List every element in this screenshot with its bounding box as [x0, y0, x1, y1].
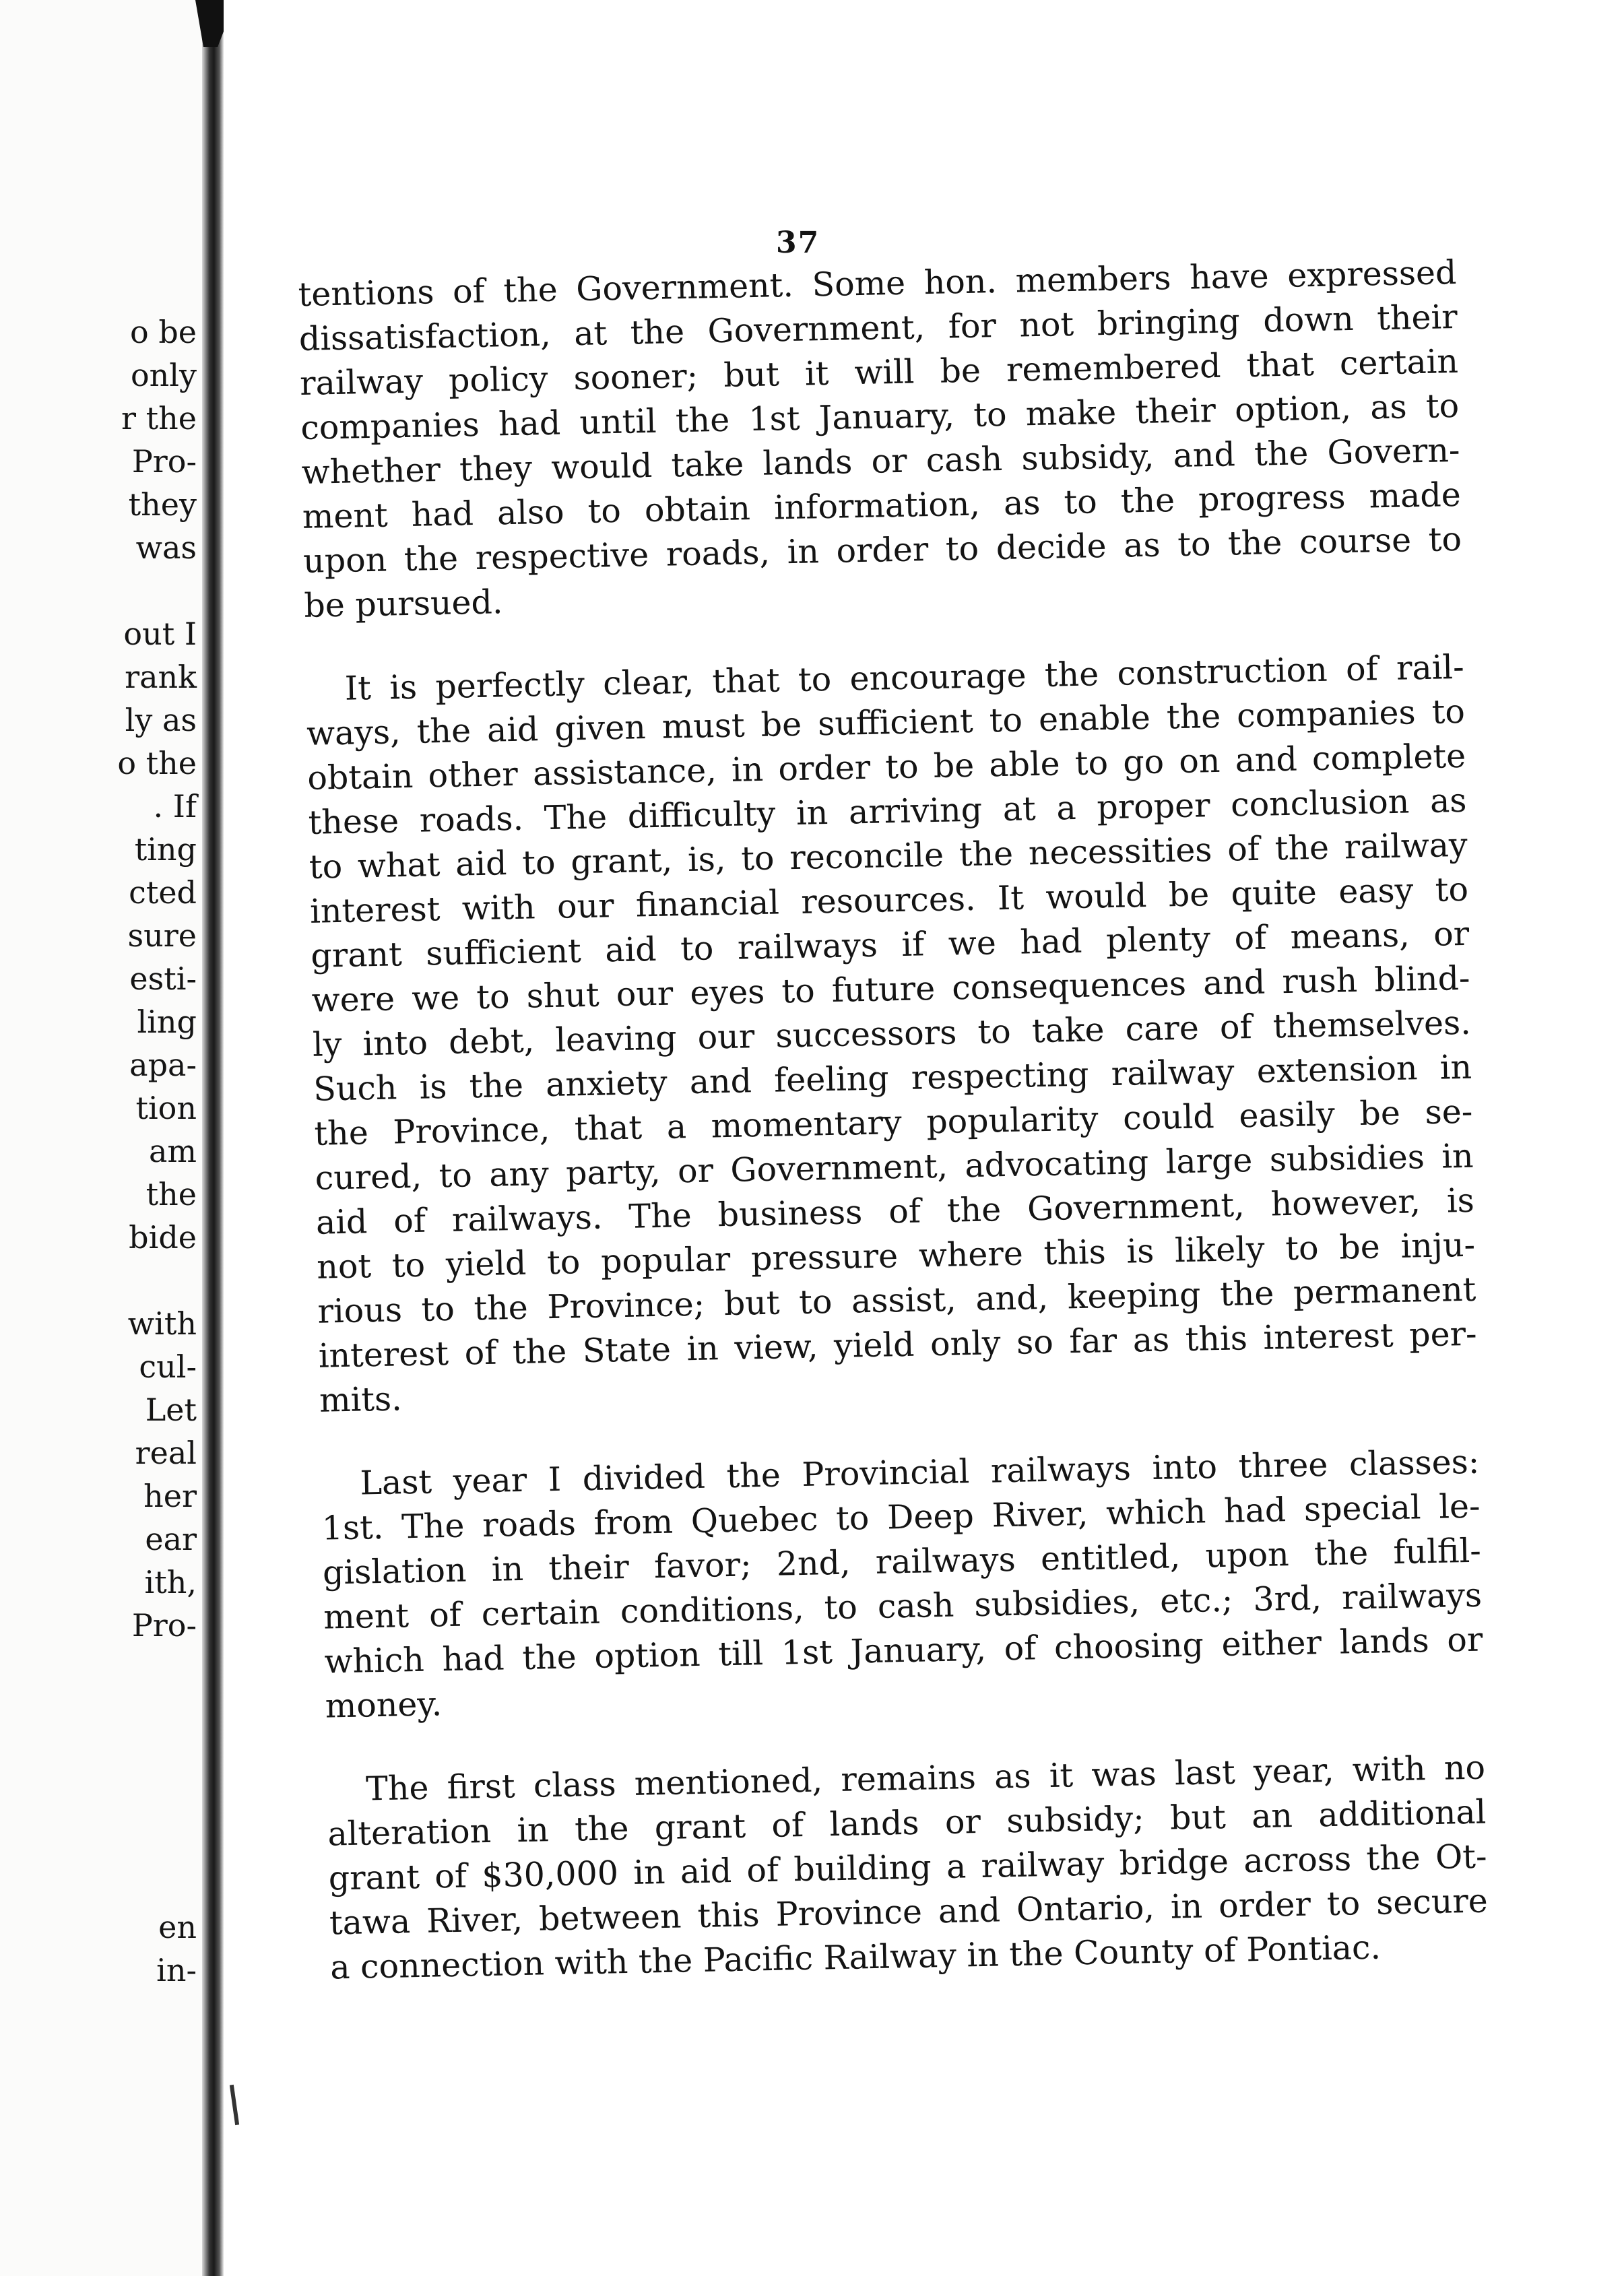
left-page-fragment: o be	[130, 314, 197, 350]
text-line: money.	[325, 1685, 443, 1726]
page-body	[298, 251, 1490, 2029]
paragraph	[327, 1746, 1489, 1990]
left-page-fragment: cted	[129, 874, 197, 911]
left-page-fragment: ly as	[125, 702, 197, 738]
text-line: rious to the Province; but to assist, and, keeping the permanent	[317, 1270, 1476, 1331]
text-line: grant of $30,000 in aid of building a railway bridge across the Ot-	[328, 1837, 1488, 1898]
left-page-fragment: apa-	[129, 1047, 197, 1083]
paragraph	[298, 251, 1463, 628]
left-page-fragment: esti-	[129, 961, 197, 997]
left-page-fragment: real	[135, 1435, 197, 1471]
text-line: be pursued.	[303, 583, 503, 625]
left-page-fragment: was	[135, 529, 197, 566]
text-line: a connection with the Pacific Railway in the County of Pontiac.	[329, 1928, 1382, 1987]
left-page-fragment: out I	[123, 616, 197, 652]
left-page-fragment: Pro-	[131, 443, 197, 480]
left-page-fragment: o the	[117, 745, 197, 781]
left-page-fragment: . If	[153, 788, 197, 824]
text-line: upon the respective roads, in order to decide as to the course to	[302, 519, 1462, 581]
document-page	[224, 0, 1624, 2276]
text-line: whether they would take lands or cash subsidy, and the Govern-	[301, 430, 1460, 492]
left-page-fragment: bide	[129, 1219, 197, 1256]
left-page-fragment: sure	[127, 917, 197, 954]
left-page-fragment: they	[128, 486, 197, 523]
text-line: interest of the State in view, yield only so far as this interest per-	[318, 1314, 1478, 1375]
previous-page-edge	[0, 0, 209, 2276]
left-page-fragment: rank	[125, 659, 197, 695]
text-line: 1st. The roads from Quebec to Deep River, which had special le-	[321, 1487, 1481, 1548]
text-line: the Province, that a momentary popularity could easily be se-	[313, 1092, 1473, 1153]
left-page-fragment: ear	[145, 1521, 197, 1557]
text-line: dissatisfaction, at the Government, for not bringing down their	[298, 297, 1458, 358]
text-line: to what aid to grant, is, to reconcile the necessities of the railway	[308, 825, 1468, 886]
text-line: these roads. The difficulty in arriving at a proper conclusion as	[308, 781, 1467, 842]
left-page-fragment: in-	[156, 1952, 197, 1988]
left-page-fragment: tion	[135, 1090, 197, 1126]
text-line: ment of certain conditions, to cash subsidies, etc.; 3rd, railways	[323, 1575, 1483, 1637]
text-line: obtain other assistance, in order to be able to go on and complete	[306, 736, 1466, 798]
text-line: The first class mentioned, remains as it was last year, with no	[365, 1748, 1486, 1809]
text-line: tawa River, between this Province and Ontario, in order to secure	[329, 1881, 1489, 1943]
text-line: ways, the aid given must be sufficient to enable the companies to	[306, 692, 1466, 753]
left-page-fragment: with	[127, 1305, 197, 1342]
text-line: ment had also to obtain information, as to the progress made	[302, 475, 1462, 536]
left-page-fragment: r the	[121, 400, 197, 436]
text-line: cured, to any party, or Government, advocating large subsidies in	[315, 1136, 1474, 1198]
left-page-fragment: ith,	[144, 1564, 197, 1600]
left-page-fragment: the	[145, 1176, 197, 1212]
left-page-fragment: ling	[137, 1004, 197, 1040]
text-line: ly into debt, leaving our successors to take care of themselves.	[312, 1003, 1472, 1064]
text-line: which had the option till 1st January, of choosing either lands or	[324, 1620, 1483, 1681]
text-line: were we to shut our eyes to future consequences and rush blind-	[311, 958, 1470, 1020]
left-page-fragment: am	[148, 1133, 197, 1169]
left-page-fragment: ting	[134, 831, 197, 868]
left-page-fragment: her	[143, 1478, 197, 1514]
text-line: companies had until the 1st January, to make their option, as to	[300, 386, 1460, 447]
text-line: interest with our financial resources. It would be quite easy to	[309, 870, 1469, 931]
text-line: alteration in the grant of lands or subsidy; but an additional	[327, 1792, 1487, 1854]
text-line: tentions of the Government. Some hon. members have expressed	[298, 253, 1457, 314]
page-number: 37	[776, 226, 820, 260]
left-page-fragment: Let	[145, 1392, 197, 1428]
left-page-fragment: only	[130, 357, 197, 393]
book-gutter	[202, 0, 224, 2276]
text-line: It is perfectly clear, that to encourage the construction of rail-	[344, 647, 1465, 708]
paragraph	[321, 1440, 1484, 1729]
text-line: aid of railways. The business of the Government, however, is	[315, 1181, 1475, 1242]
text-line: grant sufficient aid to railways if we had plenty of means, or	[310, 914, 1470, 975]
text-line: Last year I divided the Provincial railways into three classes:	[359, 1442, 1480, 1503]
paragraph	[305, 645, 1478, 1423]
left-page-fragment: cul-	[139, 1348, 197, 1385]
text-line: Such is the anxiety and feeling respecting railway extension in	[313, 1047, 1472, 1109]
left-page-fragment: en	[158, 1909, 197, 1945]
text-line: mits.	[319, 1379, 403, 1420]
text-line: railway policy sooner; but it will be remembered that certain	[299, 342, 1459, 403]
left-page-fragment: Pro-	[131, 1607, 197, 1644]
text-line: not to yield to popular pressure where this is likely to be inju-	[316, 1225, 1476, 1287]
text-line: gislation in their favor; 2nd, railways entitled, upon the fulfil-	[322, 1531, 1482, 1592]
